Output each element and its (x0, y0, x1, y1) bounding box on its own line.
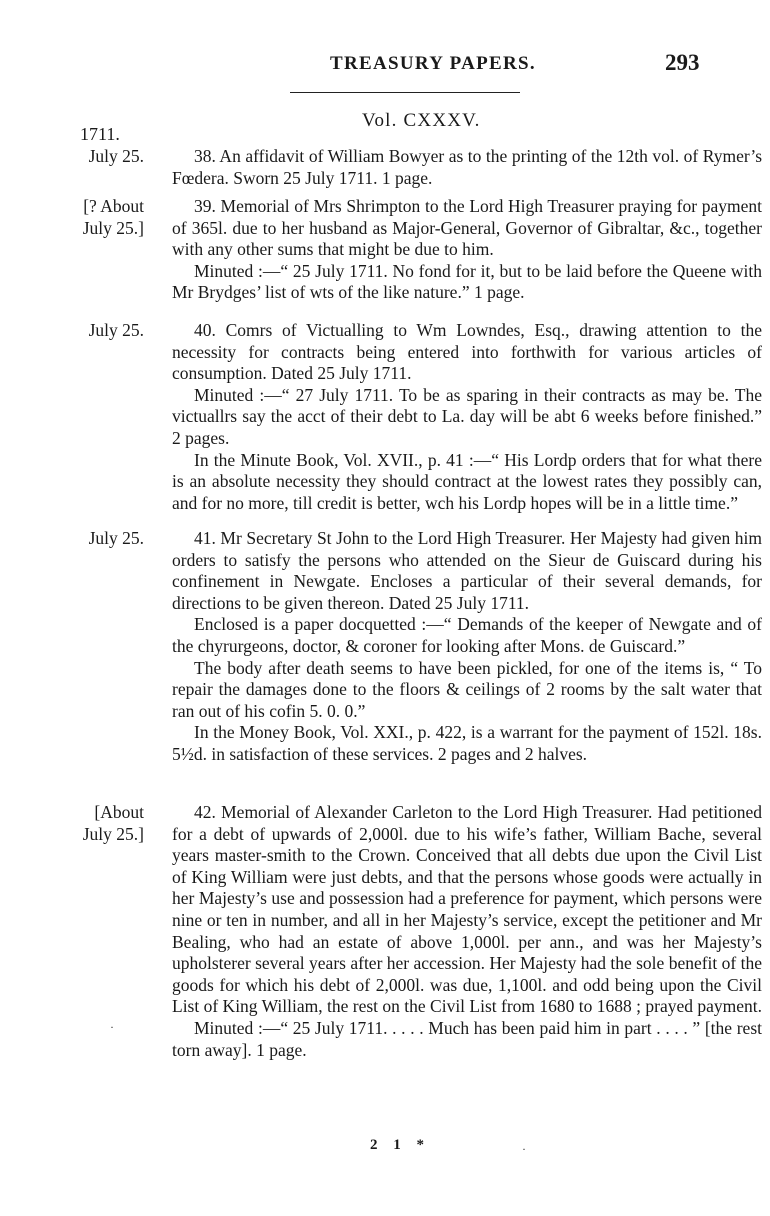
entry-39 (64, 196, 762, 304)
entry-38 (64, 146, 762, 189)
entry-date: [? About July 25.] (82, 196, 144, 238)
entry-minute: Minuted :—“ 27 July 1711. To be as sparing in their contracts as may be. The victuallrs say the acct of their debt to La. day will be abt 6 weeks before finished.” 2 pages. (172, 384, 762, 448)
entry-40 (64, 320, 762, 514)
entry-body (172, 196, 762, 304)
entry-note: In the Money Book, Vol. XXI., p. 422, is a warrant for the payment of 152l. 18s. 5½d. in satisfaction of these services. 2 pages and 2 halves. (172, 722, 762, 764)
running-title: TREASURY PAPERS. (330, 53, 536, 74)
entry-minute: Minuted :—“ 25 July 1711. . . . . Much has been paid him in part . . . . ” [the rest torn away]. 1 page. (172, 1017, 762, 1060)
entry-paragraph: 40. Comrs of Victualling to Wm Lowndes, Esq., drawing attention to the necessity for contracts being entered into forthwith for various articles of consumption. Dated 25 July 1711. (172, 320, 762, 384)
entry-body (172, 320, 762, 514)
entry-paragraph: 39. Memorial of Mrs Shrimpton to the Lord High Treasurer praying for payment of 365l. due to her husband as Major-General, Governor of Gibraltar, &c., together with any other sums that might be due to him. (172, 196, 762, 260)
entry-date: [About July 25.] (82, 802, 144, 844)
page-number: 293 (665, 50, 700, 75)
entry-42 (64, 802, 763, 1061)
stray-mark: · (522, 1142, 526, 1156)
entry-paragraph: 38. An affidavit of William Bowyer as to the printing of the 12th vol. of Rymer’s Fœdera. Sworn 25 July 1711. 1 page. (172, 146, 762, 188)
entry-date: July 25. (88, 320, 144, 340)
entry-date: July 25. (88, 146, 144, 166)
entry-enclosure: Enclosed is a paper docquetted :—“ Demands of the keeper of Newgate and of the chyrurgeons, doctor, & coroner for looking after Mons. de Guiscard.” (172, 614, 762, 656)
entry-body (172, 802, 762, 1061)
entry-date: July 25. (88, 528, 144, 548)
entry-41 (64, 528, 762, 766)
header-rule (290, 92, 520, 93)
entry-paragraph: 42. Memorial of Alexander Carleton to the Lord High Treasurer. Had petitioned for a debt of upwards of 2,000l. due to his wife’s father, William Bache, several years master-smith to the Crown. Conceived that all debts due upon the Civil List of King William were just debts, and that the persons whose goods were actually in her Majesty’s use and possession had a preference for payment, which persons were nine or ten in number, and all in her Majesty’s service, except the petitioner and Mr Bealing, who had an estate of above 1,000l. per ann., and was her Majesty’s upholsterer several years after her accession. Her Majesty had the sole benefit of the goods for which his debt of 2,000l. was due, 1,100l. and odd being upon the Civil List of King William, the rest on the Civil List from 1680 to 1688 ; prayed payment. (172, 802, 763, 1017)
year-note: 1711. (80, 124, 120, 144)
entry-body (172, 146, 762, 189)
entry-paragraph: 41. Mr Secretary St John to the Lord High Treasurer. Her Majesty had given him orders to satisfy the persons who attended on the Sieur de Guiscard during his confinement in Newgate. Encloses a particular of their several demands, for directions to be given thereon. Dated 25 July 1711. (172, 528, 762, 613)
page-header (0, 50, 770, 90)
volume-heading: Vol. CXXXV. (362, 110, 481, 131)
entry-body (172, 528, 762, 766)
stray-mark: · (110, 1020, 114, 1034)
entry-minute: Minuted :—“ 25 July 1711. No fond for it, but to be laid before the Queene with Mr Brydges’ list of wts of the like nature.” 1 page. (172, 260, 762, 303)
printer-signature: 2 1 * (370, 1137, 430, 1153)
entry-note: In the Minute Book, Vol. XVII., p. 41 :—“ His Lordp orders that for what there is an absolute necessity they should contract at the lowest rates they possibly can, and for no more, till credit is better, wch his Lordp hopes will be in a little time.” (172, 449, 762, 513)
entry-note: The body after death seems to have been pickled, for one of the items is, “ To repair the damages done to the floors & ceilings of 2 rooms by the salt water that ran out of his cofin 5. 0. 0.” (172, 657, 762, 721)
